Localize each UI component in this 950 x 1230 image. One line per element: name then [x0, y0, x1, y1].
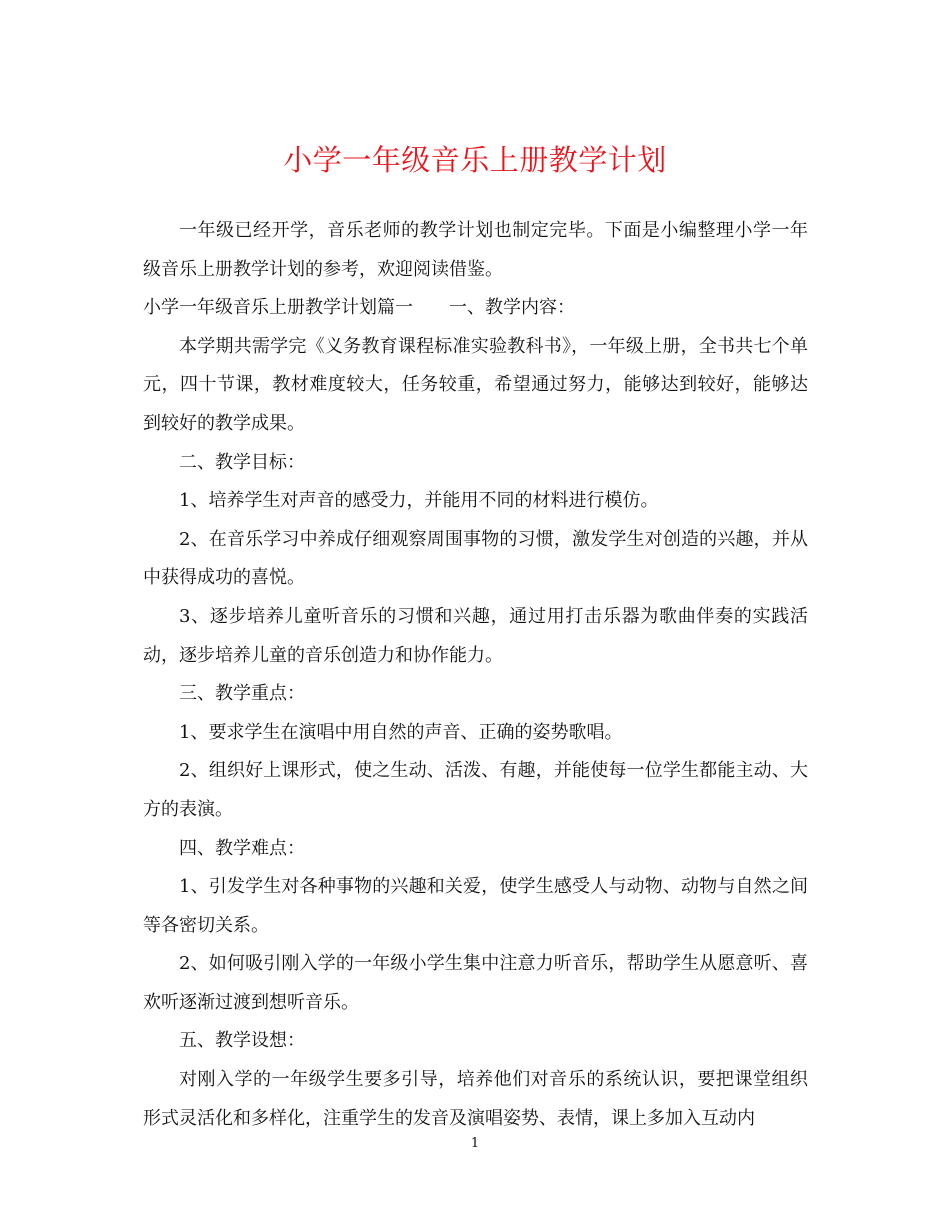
- ideas-paragraph: 对刚入学的一年级学生要多引导，培养他们对音乐的系统认识，要把课堂组织形式灵活化和多样化，注重学生的发音及演唱姿势、表情，课上多加入互动内: [143, 1069, 808, 1129]
- key-point-item: 1、要求学生在演唱中用自然的声音、正确的姿势歌唱。: [179, 721, 623, 743]
- document-body: [143, 212, 808, 1138]
- objective-item: 3、逐步培养儿童听音乐的习惯和兴趣，通过用打击乐器为歌曲伴奏的实践活动，逐步培养儿童的音乐创造力和协作能力。: [143, 605, 808, 666]
- section-title: 小学一年级音乐上册教学计划篇一: [143, 297, 413, 319]
- objectives-heading: 二、教学目标：: [179, 451, 305, 473]
- difficulty-item: 1、引发学生对各种事物的兴趣和关爱，使学生感受人与动物、动物与自然之间等各密切关系。: [143, 876, 808, 936]
- content-paragraph: 本学期共需学完《义务教育课程标准实验教科书》，一年级上册，全书共七个单元，四十节课，教材难度较大，任务较重，希望通过努力，能够达到较好，能够达到较好的教学成果。: [143, 335, 808, 434]
- key-point-item: 2、组织好上课形式，使之生动、活泼、有趣，并能使每一位学生都能主动、大方的表演。: [143, 760, 808, 820]
- objective-item: 2、在音乐学习中养成仔细观察周围事物的习惯，激发学生对创造的兴趣，并从中获得成功的喜悦。: [143, 528, 808, 589]
- key-points-heading: 三、教学重点：: [179, 683, 305, 705]
- difficulties-heading: 四、教学难点：: [179, 837, 305, 859]
- document-title: 小学一年级音乐上册教学计划: [283, 143, 667, 177]
- section-subheading: 一、教学内容：: [449, 297, 575, 319]
- page-number: 1: [470, 1136, 480, 1151]
- section-heading-line: [143, 289, 808, 328]
- difficulty-item: 2、如何吸引刚入学的一年级小学生集中注意力听音乐，帮助学生从愿意听、喜欢听逐渐过渡到想听音乐。: [143, 953, 808, 1013]
- intro-paragraph: 一年级已经开学，音乐老师的教学计划也制定完毕。下面是小编整理小学一年级音乐上册教学计划的参考，欢迎阅读借鉴。: [143, 220, 808, 280]
- objective-item: 1、培养学生对声音的感受力，并能用不同的材料进行模仿。: [179, 490, 659, 512]
- ideas-heading: 五、教学设想：: [179, 1030, 305, 1052]
